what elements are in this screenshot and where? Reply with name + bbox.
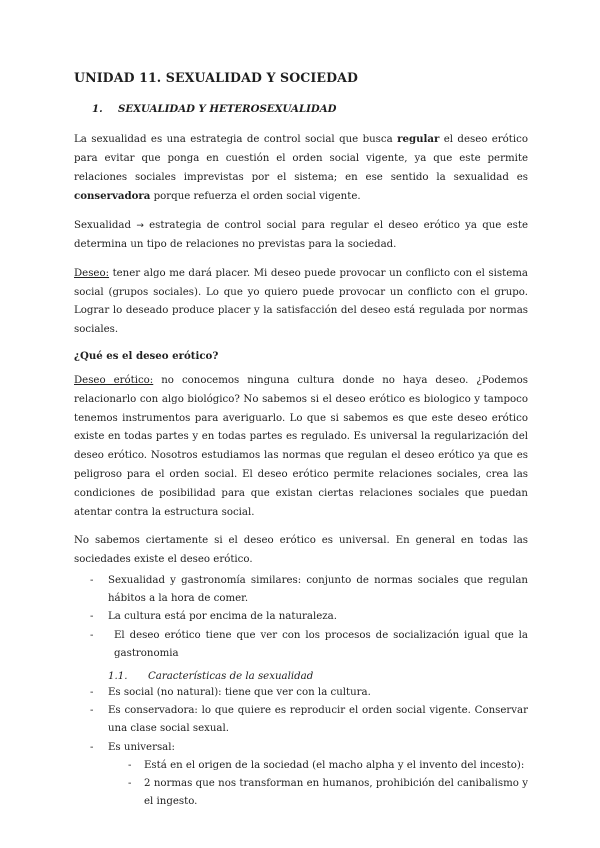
list-characteristics <box>74 684 528 811</box>
bold-term-regular: regular <box>397 133 440 145</box>
text-run: el deseo erótico para evitar que ponga en cuestión el orden social vigente, ya que este permite relaciones sociales imprevistas por el sistema; en ese sentido la sexualidad es <box>74 134 528 183</box>
text-run: porque refuerza el orden social vigente. <box>150 191 361 203</box>
paragraph-deseo-erotico <box>74 372 528 522</box>
list-item <box>74 739 528 812</box>
list-item: - Es conservadora: lo que quiere es reproducir el orden social vigente. Conservar una clase social sexual. <box>74 702 528 738</box>
section-title: Características de la sexualidad <box>148 670 314 682</box>
list-item: - Está en el origen de la sociedad (el macho alpha y el invento del incesto): <box>74 757 528 775</box>
list-item-text: Es universal: <box>108 741 175 753</box>
text-run: estrategia de control social para regular el deseo erótico ya que este determina un tipo de relaciones no previstas para la sociedad. <box>74 220 528 250</box>
section-heading-1-1 <box>108 671 528 682</box>
paragraph-sexuality-arrow <box>74 217 528 255</box>
arrow-icon: → <box>136 221 144 232</box>
section-heading-1 <box>92 103 528 115</box>
list-item: - Sexualidad y gastronomía similares: conjunto de normas sociales que regulan hábitos a la hora de comer. <box>74 572 528 608</box>
question-heading: ¿Qué es el deseo erótico? <box>74 349 219 362</box>
list-item: - La cultura está por encima de la naturaleza. <box>74 608 528 626</box>
section-number: 1.1. <box>108 670 128 682</box>
list-item: - El deseo erótico tiene que ver con los procesos de socialización igual que la gastronomia <box>74 627 528 663</box>
paragraph-universal: No sabemos ciertamente si el deseo erótico es universal. En general en todas las sociedades existe el deseo erótico. <box>74 535 528 566</box>
list-item: - Es social (no natural): tiene que ver con la cultura. <box>74 684 528 702</box>
text-run: tener algo me dará placer. Mi deseo puede provocar un conflicto con el sistema social (grupos sociales). Lo que yo quiero puede provocar un conflicto con el grupo. Lograr lo deseado produce placer y la satisfacción del deseo está regulada por normas sociales. <box>74 267 528 336</box>
section-title: SEXUALIDAD Y HETEROSEXUALIDAD <box>118 103 337 115</box>
text-run: no conocemos ninguna cultura donde no haya deseo. ¿Podemos relacionarlo con algo biológico? No sabemos si el deseo erótico es biologico y tampoco tenemos instrumentos para averiguarlo. Lo que si sabemos es que este deseo erótico existe en todas partes y en todas partes es regulado. Es universal la regularización del deseo erótico. Nosotros estudiamos las normas que regulan el deseo erótico ya que es peligroso para el orden social. El deseo erótico permite relaciones sociales, crea las condiciones de posibilidad para que existan ciertas relaciones sociales que puedan atentar contra la estructura social. <box>74 374 528 518</box>
text-run: La sexualidad es una estrategia de control social que busca <box>74 134 398 145</box>
list-gastronomy <box>74 572 528 663</box>
section-number: 1. <box>92 103 103 115</box>
paragraph-deseo <box>74 265 528 340</box>
list-item: - 2 normas que nos transforman en humanos, prohibición del canibalismo y el ingesto. <box>74 775 528 811</box>
text-run: Sexualidad <box>74 220 137 232</box>
term-deseo: Deseo: <box>74 267 110 279</box>
term-deseo-erotico: Deseo erótico: <box>74 374 154 386</box>
unit-title: UNIDAD 11. SEXUALIDAD Y SOCIEDAD <box>74 70 359 85</box>
sublist-universal <box>74 757 528 812</box>
paragraph-sexuality-definition <box>74 130 528 207</box>
bold-term-conservadora: conservadora <box>74 190 151 203</box>
